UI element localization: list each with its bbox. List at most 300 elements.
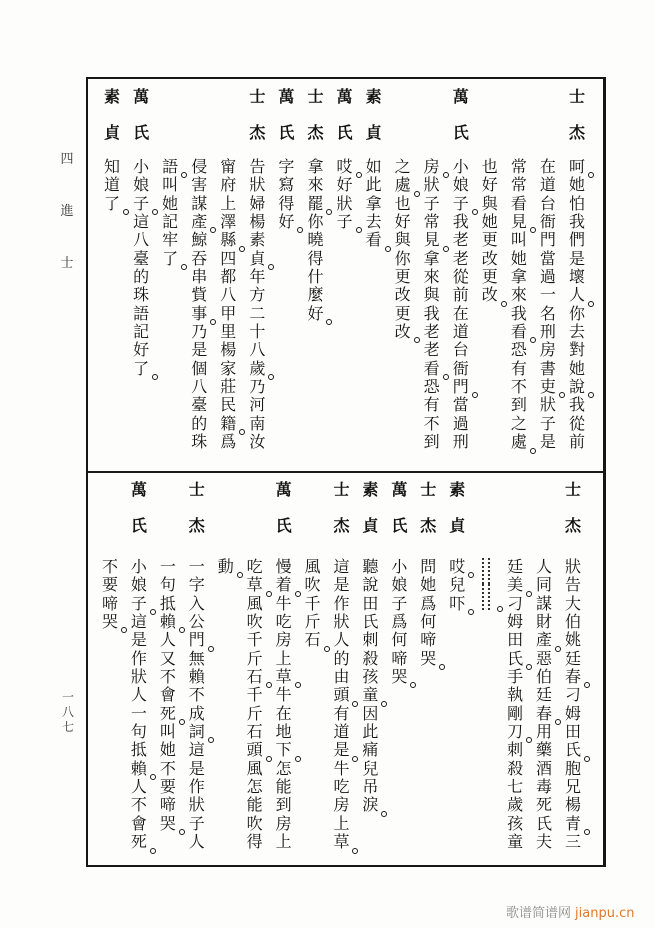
speaker-name	[418, 481, 438, 553]
glyph: 到	[510, 395, 527, 415]
glyph: 改	[393, 323, 413, 341]
glyph: 石	[245, 668, 265, 686]
dialogue-text	[447, 558, 467, 613]
glyph: 萬	[278, 87, 295, 106]
glyph: 娘	[391, 575, 408, 595]
glyph: 是	[331, 741, 351, 759]
glyph: 串	[191, 267, 208, 287]
glyph: 府	[220, 175, 237, 195]
glyph: 叫	[159, 722, 176, 742]
dialogue-text	[247, 158, 267, 452]
glyph: 田	[362, 593, 379, 613]
glyph: 句	[130, 722, 147, 742]
glyph: 我	[452, 212, 469, 232]
glyph: 對	[568, 340, 585, 360]
speaker-name	[247, 88, 267, 160]
glyph: 氏	[278, 123, 295, 142]
dialogue-text	[131, 158, 151, 378]
glyph: 吹	[246, 813, 263, 833]
glyph: 在	[539, 157, 556, 176]
glyph: 吹	[304, 575, 321, 595]
glyph: 楊	[220, 340, 237, 360]
glyph: 是	[539, 432, 556, 452]
speaker-name	[335, 88, 355, 160]
glyph: 死	[158, 705, 178, 723]
glyph: 七	[507, 777, 524, 797]
glyph: 氏	[133, 123, 150, 142]
glyph: 改	[394, 285, 411, 305]
glyph: 不	[101, 557, 118, 576]
glyph: 子	[131, 195, 151, 213]
glyph: 杰	[564, 516, 581, 535]
glyph: 房	[333, 795, 350, 815]
glyph: 曉	[307, 230, 324, 250]
glyph: 字	[188, 575, 205, 595]
glyph: 語	[160, 158, 180, 176]
ellipsis-mark	[476, 584, 496, 610]
glyph: 與	[481, 193, 498, 213]
glyph: 人	[567, 286, 587, 304]
glyph: 怎	[246, 777, 263, 797]
glyph: 處	[393, 176, 413, 194]
glyph: 的	[133, 267, 150, 287]
glyph: 千	[304, 593, 321, 613]
speaker-name	[274, 481, 294, 553]
glyph: 這	[188, 740, 205, 760]
dialogue-text	[187, 558, 207, 852]
speaker-name	[131, 88, 151, 160]
glyph: 記	[162, 212, 179, 232]
punctuation-circle	[472, 209, 478, 215]
glyph: 兒	[362, 758, 379, 778]
glyph: 抵	[159, 593, 176, 613]
glyph: 不	[159, 667, 176, 687]
page-number	[58, 690, 78, 735]
speaker-name	[331, 481, 351, 553]
glyph: 汝	[249, 432, 266, 452]
glyph: 珠	[133, 285, 150, 305]
glyph: 更	[394, 303, 411, 323]
glyph: 看	[509, 323, 529, 341]
glyph: 慢	[275, 557, 292, 576]
glyph: 里	[220, 322, 237, 342]
dialogue-text	[129, 558, 149, 852]
glyph: 衙	[452, 358, 469, 378]
dialogue-text	[563, 558, 583, 852]
glyph: 淚	[360, 796, 380, 814]
glyph: 老	[423, 340, 440, 360]
glyph: 田	[564, 722, 581, 742]
glyph: 頭	[245, 741, 265, 759]
glyph: 她	[568, 358, 585, 378]
glyph: 無	[188, 648, 205, 668]
glyph: 她	[162, 193, 179, 213]
glyph: 姆	[564, 703, 581, 723]
glyph: 啼	[101, 593, 118, 613]
glyph: 更	[394, 267, 411, 287]
punctuation-circle	[356, 172, 362, 178]
glyph: 夫	[536, 832, 553, 852]
glyph: 好	[336, 175, 353, 195]
glyph: 告	[564, 575, 581, 595]
glyph: 我	[510, 303, 527, 323]
glyph: 得	[246, 832, 263, 852]
glyph: 甲	[220, 303, 237, 323]
glyph: 台	[539, 193, 556, 213]
glyph: 籍	[218, 415, 238, 433]
glyph: 杰	[333, 516, 350, 535]
punctuation-circle	[179, 719, 185, 725]
glyph: 在	[275, 703, 292, 723]
glyph: 好	[276, 213, 296, 231]
punctuation-circle	[179, 829, 185, 835]
glyph: 當	[539, 248, 556, 268]
glyph: 壞	[568, 267, 585, 287]
glyph: 士	[420, 480, 437, 499]
glyph: 萬	[391, 480, 408, 499]
glyph: 作	[188, 777, 205, 797]
glyph: 年	[249, 267, 266, 287]
glyph: 不	[159, 758, 176, 778]
glyph: 來	[510, 285, 527, 305]
glyph: 士	[60, 256, 74, 271]
glyph: 子	[391, 593, 408, 613]
glyph: 老	[452, 230, 469, 250]
dialogue-text	[216, 558, 236, 576]
punctuation-circle	[530, 448, 536, 454]
glyph: 胞	[564, 758, 581, 778]
glyph: 鯨	[191, 230, 208, 250]
glyph: 恐	[510, 340, 527, 360]
dialogue-text	[422, 158, 442, 452]
punctuation-circle	[295, 591, 301, 597]
speaker-name	[129, 481, 149, 553]
glyph: 她	[420, 575, 437, 595]
glyph: 得	[278, 193, 295, 213]
glyph: 恐	[423, 377, 440, 397]
dialogue-text	[476, 558, 496, 610]
glyph: 草	[331, 833, 351, 851]
glyph: 何	[391, 630, 408, 650]
glyph: 哎	[447, 558, 467, 576]
glyph: 士	[564, 480, 581, 499]
glyph: 一	[188, 557, 205, 576]
glyph: 常	[510, 175, 527, 195]
glyph: 士	[333, 480, 350, 499]
speaker-name	[389, 481, 409, 553]
speaker-name	[567, 88, 587, 160]
glyph: 石	[246, 722, 263, 742]
speaker-name	[276, 88, 296, 160]
glyph: 一	[130, 703, 147, 723]
glyph: 娘	[130, 575, 147, 595]
glyph: 麼	[307, 285, 324, 305]
glyph: 能	[275, 777, 292, 797]
glyph: 南	[249, 413, 266, 433]
glyph: 作	[130, 648, 147, 668]
glyph: 去	[568, 322, 585, 342]
glyph: 什	[307, 267, 324, 287]
watermark-site-name: 歌谱简谱网	[506, 906, 572, 921]
speaker-name	[451, 88, 471, 160]
glyph: 叫	[162, 175, 179, 195]
glyph: 童	[360, 686, 380, 704]
dialogue-text	[158, 558, 178, 833]
glyph: 一	[61, 690, 74, 704]
glyph: 得	[307, 248, 324, 268]
dialogue-text	[509, 158, 529, 452]
glyph: 珠	[191, 432, 208, 452]
glyph: 歲	[247, 360, 267, 378]
glyph: 啼	[159, 795, 176, 815]
glyph: 氏	[536, 813, 553, 833]
glyph: 上	[275, 648, 292, 668]
glyph: 風	[246, 593, 263, 613]
glyph: 是	[130, 630, 147, 650]
glyph: 動	[216, 558, 236, 576]
glyph: 會	[159, 685, 176, 705]
dialogue-text	[389, 558, 409, 686]
glyph: 門	[187, 631, 207, 649]
glyph: 語	[133, 303, 150, 323]
glyph: 手	[507, 667, 524, 687]
glyph: 四	[60, 152, 74, 167]
glyph: 二	[249, 303, 266, 323]
glyph: 常	[423, 212, 440, 232]
glyph: 財	[536, 612, 553, 632]
glyph: 吞	[191, 248, 208, 268]
glyph: 當	[452, 395, 469, 415]
glyph: 到	[423, 432, 440, 452]
glyph: 過	[452, 413, 469, 433]
punctuation-circle	[526, 591, 532, 597]
glyph: 下	[274, 741, 294, 759]
glyph: 她	[159, 740, 176, 760]
glyph: 也	[481, 157, 498, 176]
glyph: 之	[394, 157, 411, 176]
glyph: 人	[333, 630, 350, 650]
glyph: 孩	[507, 813, 524, 833]
glyph: 來	[423, 267, 440, 287]
glyph: 怕	[568, 193, 585, 213]
glyph: 房	[275, 813, 292, 833]
glyph: 三	[564, 832, 581, 852]
dialogue-text	[451, 158, 471, 452]
glyph: 抵	[130, 740, 147, 760]
glyph: 用	[536, 722, 553, 742]
glyph: 萬	[133, 87, 150, 106]
punctuation-circle	[385, 246, 391, 252]
glyph: 斤	[246, 648, 263, 668]
glyph: 成	[188, 703, 205, 723]
glyph: 不	[423, 413, 440, 433]
glyph: 姆	[507, 612, 524, 632]
glyph: 死	[129, 833, 149, 851]
glyph: 氏	[130, 516, 147, 535]
glyph: 上	[333, 813, 350, 833]
glyph: 拿	[510, 267, 527, 287]
glyph: 痛	[362, 740, 379, 760]
punctuation-circle	[443, 374, 449, 380]
glyph: 莊	[220, 377, 237, 397]
glyph: 一	[159, 557, 176, 576]
glyph: 拿	[307, 157, 324, 176]
dialogue-text	[245, 558, 265, 852]
glyph: 萬	[130, 480, 147, 499]
glyph: 門	[539, 230, 556, 250]
glyph: 在	[452, 303, 469, 323]
glyph: 死	[536, 795, 553, 815]
glyph: 是	[568, 248, 585, 268]
glyph: 牛	[275, 685, 292, 705]
punctuation-circle	[324, 646, 330, 652]
glyph: 士	[249, 87, 266, 106]
glyph: 縣	[218, 231, 238, 249]
glyph: 風	[246, 758, 263, 778]
glyph: 拿	[365, 193, 382, 213]
glyph: 氏	[391, 516, 408, 535]
glyph: 大	[564, 593, 581, 613]
glyph: 老	[423, 322, 440, 342]
glyph: 這	[333, 557, 350, 576]
glyph: 吏	[538, 378, 558, 396]
glyph: 牢	[162, 230, 179, 250]
glyph: 記	[133, 322, 150, 342]
glyph: 爲	[391, 612, 408, 632]
glyph: 了	[131, 360, 151, 378]
glyph: 產	[534, 631, 554, 649]
glyph: 更	[481, 230, 498, 250]
watermark	[506, 902, 634, 921]
glyph: 人	[536, 557, 553, 576]
glyph: 貞	[247, 250, 267, 268]
glyph: 田	[507, 630, 524, 650]
glyph: 事	[189, 305, 209, 323]
glyph: 狀	[539, 395, 556, 415]
glyph: 吃	[275, 612, 292, 632]
glyph: 子	[451, 195, 471, 213]
glyph: 好	[305, 305, 325, 323]
glyph: 此	[365, 175, 382, 195]
glyph: 氏	[275, 516, 292, 535]
glyph: 產	[189, 213, 209, 231]
glyph: 斤	[246, 703, 263, 723]
glyph: 有	[423, 395, 440, 415]
glyph: 方	[249, 285, 266, 305]
glyph: 執	[507, 685, 524, 705]
glyph: 八	[133, 230, 150, 250]
dialogue-text	[538, 158, 558, 452]
glyph: 能	[246, 795, 263, 815]
glyph: 哭	[100, 613, 120, 631]
punctuation-circle	[588, 301, 594, 307]
glyph: 此	[362, 722, 379, 742]
glyph: 酒	[536, 758, 553, 778]
glyph: 你	[394, 248, 411, 268]
glyph: 殺	[507, 758, 524, 778]
glyph: 聽	[362, 557, 379, 576]
glyph: 改	[481, 248, 498, 268]
glyph: 兄	[564, 777, 581, 797]
glyph: 我	[423, 303, 440, 323]
glyph: 狀	[249, 175, 266, 195]
dialogue-text	[335, 158, 355, 231]
punctuation-circle	[150, 774, 156, 780]
glyph: 吹	[246, 612, 263, 632]
glyph: 歲	[507, 795, 524, 815]
glyph: 看	[364, 231, 384, 249]
glyph: 呵	[567, 158, 587, 176]
glyph: 同	[536, 575, 553, 595]
dialogue-text	[567, 158, 587, 452]
dialogue-text	[360, 558, 380, 815]
glyph: 會	[130, 813, 147, 833]
speaker-name	[305, 88, 325, 160]
glyph: 謀	[191, 193, 208, 213]
glyph: 牛	[333, 758, 350, 778]
glyph: 姚	[564, 630, 581, 650]
glyph: 房	[539, 340, 556, 360]
glyph: 着	[274, 576, 294, 594]
glyph: 一	[539, 285, 556, 305]
glyph: 貲	[191, 285, 208, 305]
glyph: 伯	[564, 612, 581, 632]
glyph: 牛	[275, 593, 292, 613]
glyph: 衙	[539, 212, 556, 232]
glyph: 貞	[449, 516, 466, 535]
glyph: 由	[333, 667, 350, 687]
glyph: 來	[307, 175, 324, 195]
glyph: 斤	[304, 612, 321, 632]
glyph: 上	[220, 193, 237, 213]
glyph: 要	[159, 777, 176, 797]
glyph: 素	[362, 480, 379, 499]
glyph: 家	[220, 358, 237, 378]
dialogue-text	[393, 158, 413, 341]
glyph: 前	[568, 432, 585, 452]
dialogue-text	[364, 158, 384, 250]
glyph: 書	[539, 358, 556, 378]
glyph: 見	[422, 231, 442, 249]
glyph: 石	[303, 631, 323, 649]
glyph: 氏	[563, 741, 583, 759]
glyph: 的	[191, 413, 208, 433]
punctuation-circle	[266, 591, 272, 597]
punctuation-circle	[266, 756, 272, 762]
glyph: 吃	[333, 777, 350, 797]
glyph: 兒	[449, 575, 466, 595]
glyph: 廷	[564, 648, 581, 668]
glyph: 害	[191, 175, 208, 195]
glyph: 臺	[191, 395, 208, 415]
glyph: 士	[307, 87, 324, 106]
glyph: 千	[246, 685, 263, 705]
glyph: 小	[133, 157, 150, 176]
punctuation-circle	[555, 646, 561, 652]
glyph: 怎	[275, 758, 292, 778]
glyph: 刑	[452, 432, 469, 452]
glyph: 從	[452, 267, 469, 287]
glyph: 刀	[505, 723, 525, 741]
glyph: 甯	[220, 157, 237, 176]
punctuation-circle	[295, 756, 301, 762]
glyph: 啼	[391, 648, 408, 668]
glyph: 們	[568, 230, 585, 250]
glyph: 十	[249, 322, 266, 342]
punctuation-circle	[208, 646, 214, 652]
glyph: 哭	[418, 650, 438, 668]
glyph: 告	[249, 157, 266, 176]
